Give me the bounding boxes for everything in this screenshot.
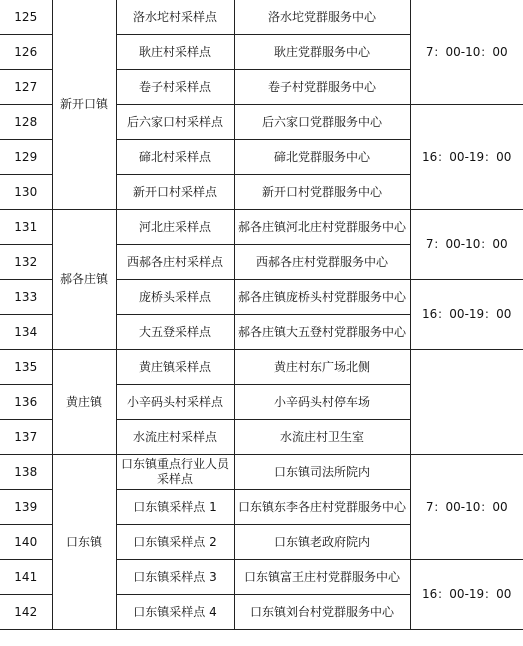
table-row: [0, 455, 523, 490]
sampling-point: 西郝各庄村采样点: [116, 245, 234, 280]
sampling-location: 新开口村党群服务中心: [234, 175, 410, 210]
sampling-point: 水流庄村采样点: [116, 420, 234, 455]
sampling-location: 郝各庄镇庞桥头村党群服务中心: [234, 280, 410, 315]
sampling-point: 口东镇采样点 1: [116, 490, 234, 525]
sampling-location: 口东镇刘台村党群服务中心: [234, 595, 410, 630]
town-name: 口东镇: [52, 455, 116, 630]
sampling-time: 7：00-10：00: [410, 0, 523, 105]
sampling-point: 新开口村采样点: [116, 175, 234, 210]
sampling-point: 庞桥头采样点: [116, 280, 234, 315]
sampling-location: 郝各庄镇河北庄村党群服务中心: [234, 210, 410, 245]
sampling-location: 耿庄党群服务中心: [234, 35, 410, 70]
row-number: 139: [0, 490, 52, 525]
sampling-location: 水流庄村卫生室: [234, 420, 410, 455]
row-number: 136: [0, 385, 52, 420]
row-number: 142: [0, 595, 52, 630]
sampling-point: 洛水坨村采样点: [116, 0, 234, 35]
sampling-location: 郝各庄镇大五登村党群服务中心: [234, 315, 410, 350]
sampling-time: 16：00-19：00: [410, 105, 523, 210]
sampling-location: 口东镇司法所院内: [234, 455, 410, 490]
table-row: [0, 0, 523, 35]
row-number: 129: [0, 140, 52, 175]
sampling-point: 大五登采样点: [116, 315, 234, 350]
sampling-point: 口东镇重点行业人员采样点: [116, 455, 234, 490]
sampling-location: 后六家口党群服务中心: [234, 105, 410, 140]
sampling-location: 口东镇富王庄村党群服务中心: [234, 560, 410, 595]
sampling-point: 河北庄采样点: [116, 210, 234, 245]
sampling-location: 口东镇东李各庄村党群服务中心: [234, 490, 410, 525]
row-number: 138: [0, 455, 52, 490]
sampling-time: 7：00-10：00: [410, 455, 523, 560]
town-name: 黄庄镇: [52, 350, 116, 455]
row-number: 125: [0, 0, 52, 35]
row-number: 130: [0, 175, 52, 210]
sampling-location: 西郝各庄村党群服务中心: [234, 245, 410, 280]
sampling-time-empty: [410, 350, 523, 455]
sampling-point: 后六家口村采样点: [116, 105, 234, 140]
town-name: 新开口镇: [52, 0, 116, 210]
sampling-point: 黄庄镇采样点: [116, 350, 234, 385]
sampling-point: 口东镇采样点 4: [116, 595, 234, 630]
table-row: [0, 350, 523, 385]
sampling-point: 小辛码头村采样点: [116, 385, 234, 420]
sampling-location: 卷子村党群服务中心: [234, 70, 410, 105]
sampling-time: 16：00-19：00: [410, 560, 523, 630]
sampling-point: 口东镇采样点 2: [116, 525, 234, 560]
sampling-location: 黄庄村东广场北侧: [234, 350, 410, 385]
row-number: 140: [0, 525, 52, 560]
table-row: [0, 210, 523, 245]
row-number: 133: [0, 280, 52, 315]
sampling-location: 小辛码头村停车场: [234, 385, 410, 420]
sampling-point: 卷子村采样点: [116, 70, 234, 105]
row-number: 131: [0, 210, 52, 245]
row-number: 132: [0, 245, 52, 280]
sampling-point: 口东镇采样点 3: [116, 560, 234, 595]
sampling-location: 洛水坨党群服务中心: [234, 0, 410, 35]
row-number: 134: [0, 315, 52, 350]
row-number: 127: [0, 70, 52, 105]
row-number: 135: [0, 350, 52, 385]
sampling-point: 碲北村采样点: [116, 140, 234, 175]
row-number: 126: [0, 35, 52, 70]
sampling-time: 7：00-10：00: [410, 210, 523, 280]
sampling-point: 耿庄村采样点: [116, 35, 234, 70]
row-number: 137: [0, 420, 52, 455]
row-number: 128: [0, 105, 52, 140]
sampling-location: 碲北党群服务中心: [234, 140, 410, 175]
sampling-location: 口东镇老政府院内: [234, 525, 410, 560]
row-number: 141: [0, 560, 52, 595]
town-name: 郝各庄镇: [52, 210, 116, 350]
sampling-time: 16：00-19：00: [410, 280, 523, 350]
